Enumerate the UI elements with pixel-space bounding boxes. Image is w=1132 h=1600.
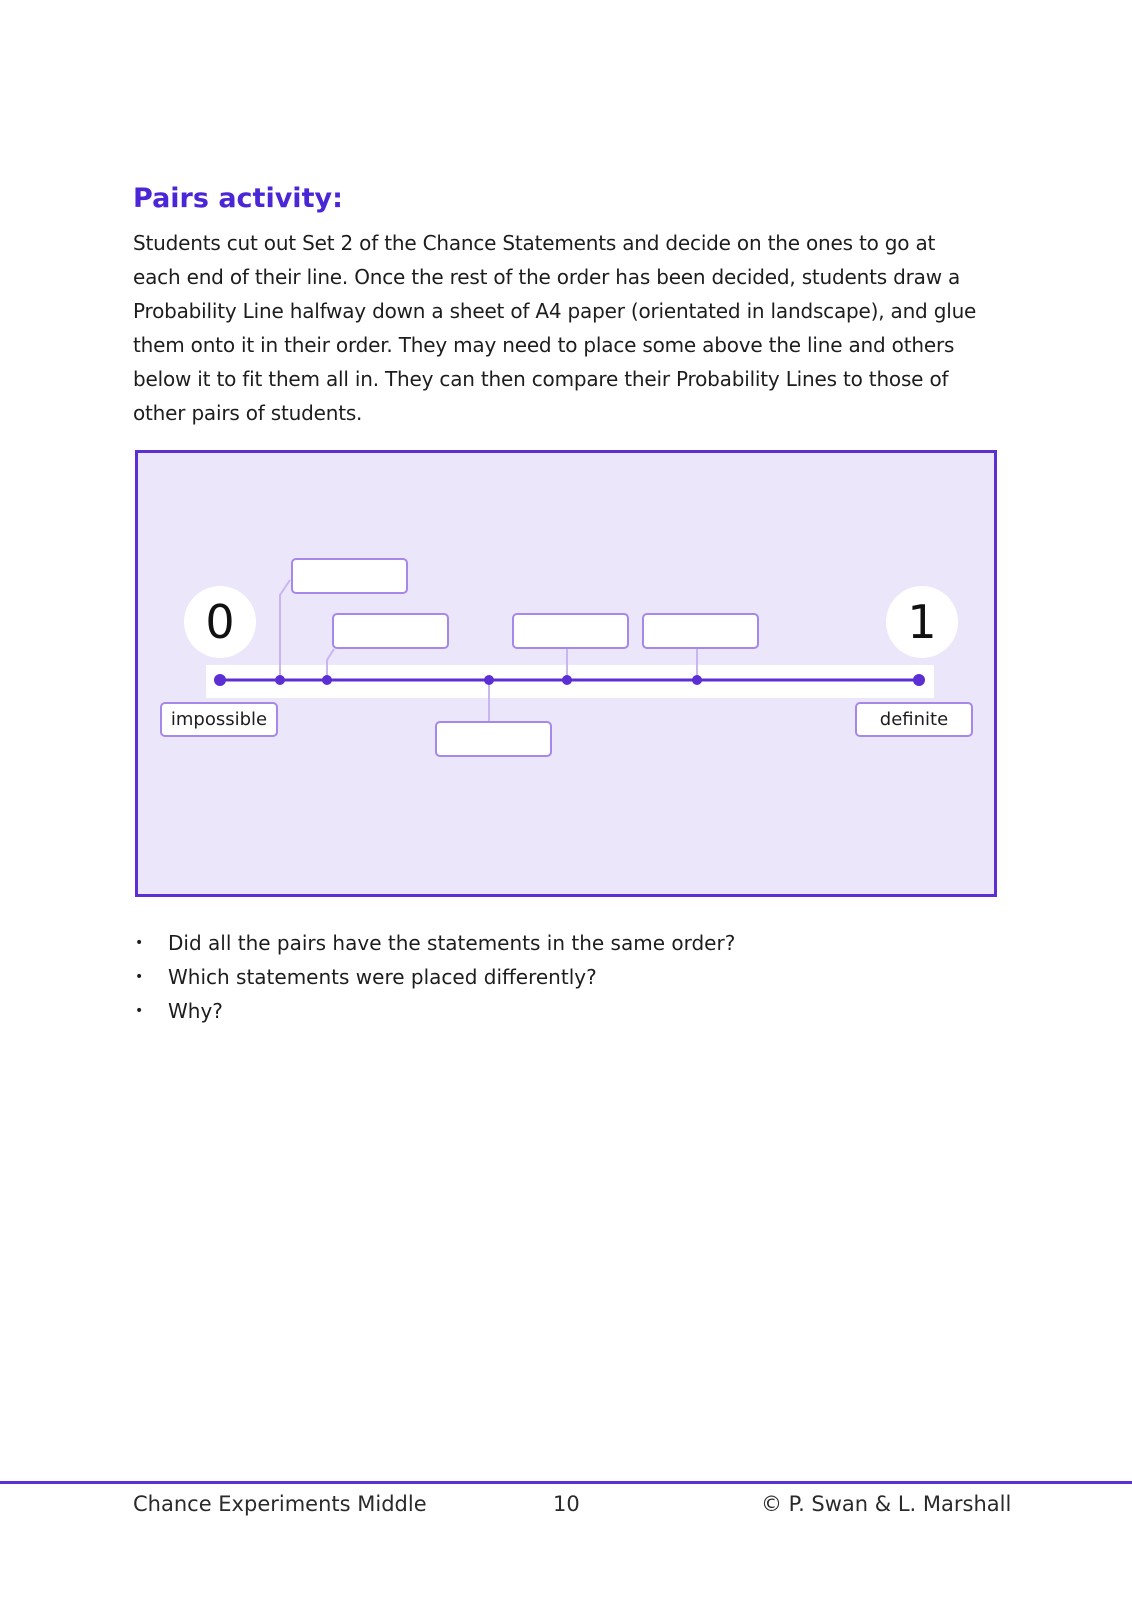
point-4 [562,675,572,685]
point-2 [322,675,332,685]
point-3 [484,675,494,685]
point-5 [692,675,702,685]
activity-paragraph: Students cut out Set 2 of the Chance Statements and decide on the ones to go at each end of their line. Once the rest of the order has been decided, students draw a Probability Line halfway down a sheet of A4 paper (orientated in landscape), and glue them onto it in their order. They may need to place some above the line and others below it to fit them all in. They can then compare their Probability Lines to those of other pairs of students. [133,231,977,425]
section-heading: Pairs activity: [133,183,343,214]
impossible-label: impossible [160,702,278,737]
question-item: • Why? [133,994,735,1028]
statement-box-3 [512,613,629,649]
zero-circle: 0 [184,586,256,658]
one-circle: 1 [886,586,958,658]
definite-label: definite [855,702,973,737]
footer-title: Chance Experiments Middle [133,1492,427,1516]
endpoint-zero [214,674,226,686]
statement-box-5 [435,721,552,757]
statement-box-4 [642,613,759,649]
bullet-marker: • [135,1003,144,1019]
probability-line-graphic [138,453,994,894]
endpoint-one [913,674,925,686]
footer-copyright: © P. Swan & L. Marshall [761,1492,1012,1516]
question-item: • Which statements were placed differently? [133,960,735,994]
bullet-marker: • [135,969,144,985]
bullet-marker: • [135,935,144,951]
question-item: • Did all the pairs have the statements in the same order? [133,926,735,960]
probability-line-diagram [135,450,997,897]
page-number: 10 [553,1492,580,1516]
point-1 [275,675,285,685]
footer-rule [0,1481,1132,1484]
statement-box-1 [291,558,408,594]
statement-box-2 [332,613,449,649]
question-list [133,926,735,1028]
